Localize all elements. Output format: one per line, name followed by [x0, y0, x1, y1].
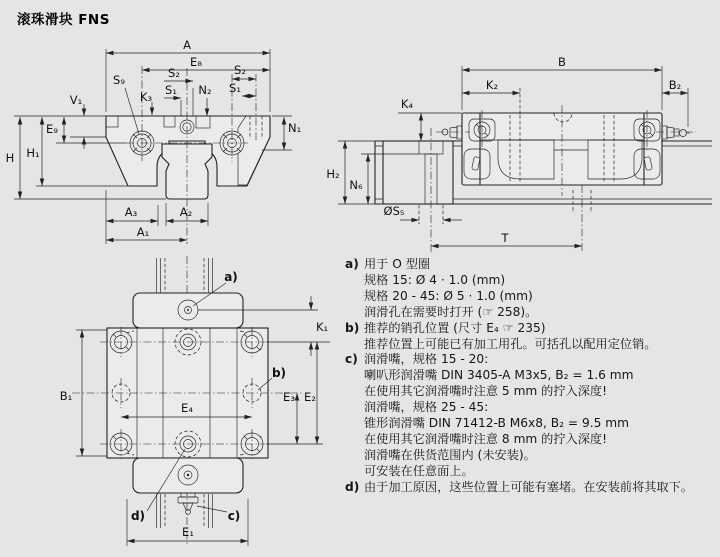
front-view-drawing: [6, 38, 302, 244]
dim-label-H1: H₁: [26, 146, 40, 160]
dim-label-E1: E₁: [182, 525, 194, 539]
dim-label-B2: B₂: [668, 78, 682, 92]
dim-label-T: T: [501, 231, 509, 245]
dim-label-A1: A₁: [136, 225, 150, 239]
callout-c: c): [227, 509, 241, 523]
dim-label-A3: A₃: [124, 205, 138, 219]
note-line: 规格 20 - 45: Ø 5 · 1.0 (mm): [364, 288, 533, 303]
footnotes: [345, 257, 717, 496]
note-line: 喇叭形润滑嘴 DIN 3405-A M3x5, B₂ = 1.6 mm: [364, 368, 634, 383]
dim-label-A2: A₂: [179, 205, 193, 219]
note-line: 锥形润滑嘴 DIN 71412-B M6x8, B₂ = 9.5 mm: [364, 416, 629, 431]
side-view-drawing: [326, 55, 712, 252]
note-line: 在使用其它润滑嘴时注意 5 mm 的拧入深度!: [364, 384, 608, 399]
dim-label-A: A: [183, 38, 191, 52]
dim-label-H: H: [5, 151, 15, 165]
dim-label-S1-right: S₁: [229, 81, 241, 95]
callout-b: b): [271, 366, 287, 380]
dim-label-E3: E₃: [283, 390, 295, 404]
dim-label-N6: N₆: [349, 178, 363, 192]
dim-label-K2: K₂: [485, 78, 499, 92]
dim-label-S5: ØS₅: [383, 204, 405, 218]
top-view-drawing: [60, 256, 330, 546]
note-line: 润滑嘴在供货范围内 (未安装)。: [364, 447, 536, 462]
note-c: [345, 352, 717, 479]
dim-label-S9: S₉: [113, 73, 125, 87]
note-line: 推荐位置上可能已有加工用孔。可括孔以配用定位销。: [364, 336, 657, 351]
dim-label-K1: K₁: [316, 320, 329, 334]
dim-label-B: B: [558, 55, 566, 69]
note-line: 规格 15: Ø 4 · 1.0 (mm): [364, 272, 506, 287]
note-line: 用于 O 型圈: [364, 257, 431, 271]
page-title: 滚珠滑块 FNS: [17, 12, 110, 28]
callout-d: d): [130, 509, 146, 523]
note-b: [345, 321, 717, 353]
note-line: 润滑嘴，规格 15 - 20:: [364, 352, 489, 367]
note-marker: a): [345, 257, 359, 271]
note-marker: d): [345, 479, 360, 494]
note-line: 在使用其它润滑嘴时注意 8 mm 的拧入深度!: [364, 431, 608, 446]
dim-label-S1-left: S₁: [165, 83, 177, 97]
dim-label-N1: N₁: [288, 121, 302, 135]
note-line: 推荐的销孔位置 (尺寸 E₄ ☞ 235): [364, 320, 546, 335]
note-line: 润滑孔在需要时打开 (☞ 258)。: [364, 304, 538, 319]
dim-label-E9: E₉: [46, 122, 58, 136]
note-line: 润滑嘴，规格 25 - 45:: [364, 400, 489, 415]
note-line: 由于加工原因，这些位置上可能有塞堵。在安装前将其取下。: [364, 479, 694, 494]
dim-label-S2-left: S₂: [168, 66, 180, 80]
note-marker: c): [345, 352, 358, 367]
note-d: [345, 480, 717, 496]
dim-label-H2: H₂: [326, 167, 340, 181]
dim-label-E4: E₄: [181, 401, 193, 415]
callout-a: a): [224, 270, 238, 284]
note-marker: b): [345, 320, 360, 335]
dim-label-V1: V₁: [69, 93, 83, 107]
note-a: [345, 257, 717, 321]
dim-label-E8: E₈: [190, 55, 202, 69]
dim-label-N2: N₂: [198, 83, 212, 97]
dim-label-K4: K₄: [400, 97, 414, 111]
dim-label-S2-right: S₂: [234, 63, 246, 77]
note-line: 可安装在任意面上。: [364, 463, 474, 478]
dim-label-E2: E₂: [304, 390, 316, 404]
dim-label-B1: B₁: [59, 389, 73, 403]
dim-label-K3: K₃: [139, 90, 153, 104]
